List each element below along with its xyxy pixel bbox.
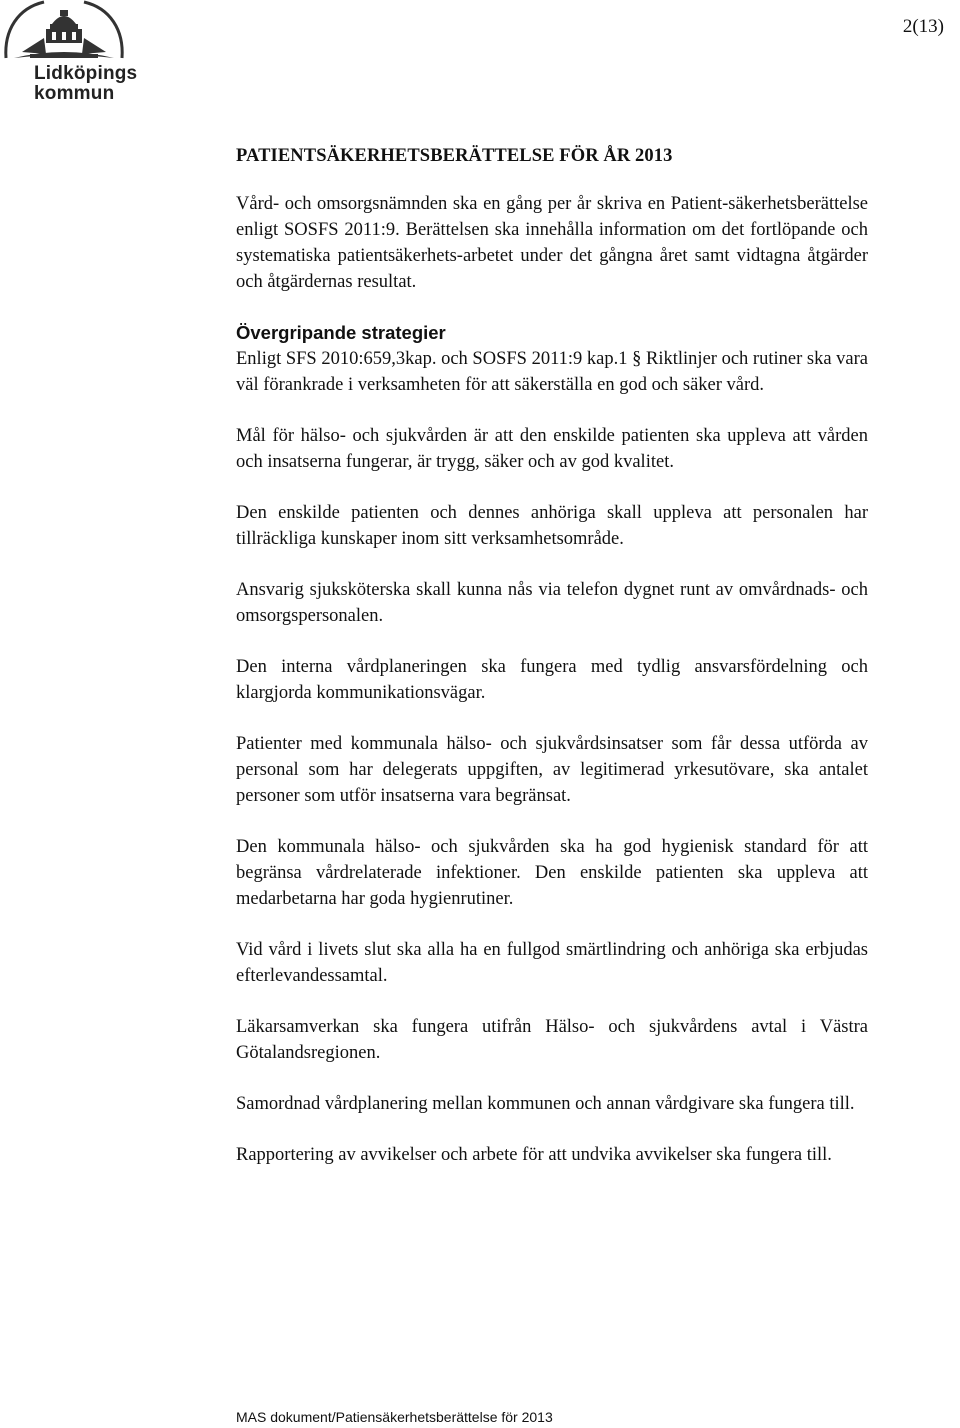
logo-text-line1: Lidköpings xyxy=(34,63,138,84)
section-heading: Övergripande strategier xyxy=(236,322,446,343)
page-footer: MAS dokument/Patiensäkerhetsberättelse för 2013 xyxy=(236,1409,553,1425)
intro-paragraph: Vård- och omsorgsnämnden ska en gång per år skriva en Patient-säkerhetsberättelse enligt SOSFS 2011:9. Berättelsen ska innehålla information om det fortlöpande och systematiska patientsäkerhets-arbetet under det gångna året samt vidtagna åtgärder och åtgärdernas resultat. xyxy=(236,194,868,292)
paragraph: Den kommunala hälso- och sjukvården ska ha god hygienisk standard för att begränsa vårdrelaterade infektioner. Den enskilde patienten ska uppleva att medarbetarna har goda hygienrutiner. xyxy=(236,837,868,909)
paragraph: Läkarsamverkan ska fungera utifrån Hälso- och sjukvårdens avtal i Västra Götalandsregionen. xyxy=(236,1017,868,1063)
document-body xyxy=(236,143,868,1193)
paragraph: Den enskilde patienten och dennes anhöriga skall uppleva att personalen har tillräckliga kunskaper inom sitt verksamhetsområde. xyxy=(236,503,868,549)
document-title: PATIENTSÄKERHETSBERÄTTELSE FÖR ÅR 2013 xyxy=(236,146,673,166)
page-number: 2(13) xyxy=(902,16,944,37)
paragraph: Samordnad vårdplanering mellan kommunen och annan vårdgivare ska fungera till. xyxy=(236,1094,855,1114)
municipality-logo xyxy=(0,0,140,110)
paragraph: Mål för hälso- och sjukvården är att den enskilde patienten ska uppleva att vården och insatserna fungerar, är trygg, säker och av god kvalitet. xyxy=(236,426,868,472)
paragraph: Den interna vårdplaneringen ska fungera med tydlig ansvarsfördelning och klargjorda kommunikationsvägar. xyxy=(236,657,868,703)
strategy-intro-paragraph: Enligt SFS 2010:659,3kap. och SOSFS 2011:9 kap.1 § Riktlinjer och rutiner ska vara väl förankrade i verksamheten för att säkerställa en god och säker vård. xyxy=(236,349,868,395)
paragraph: Ansvarig sjuksköterska skall kunna nås via telefon dygnet runt av omvårdnads- och omsorgspersonalen. xyxy=(236,580,868,626)
paragraph: Vid vård i livets slut ska alla ha en fullgod smärtlindring och anhöriga ska erbjudas efterlevandessamtal. xyxy=(236,940,868,986)
logo-text-line2: kommun xyxy=(34,83,115,104)
paragraph: Patienter med kommunala hälso- och sjukvårdsinsatser som får dessa utförda av personal som har delegerats uppgiften, av legitimerad yrkesutövare, ska antalet personer som utför insatserna vara begränsat. xyxy=(236,734,868,806)
paragraph: Rapportering av avvikelser och arbete för att undvika avvikelser ska fungera till. xyxy=(236,1145,832,1165)
